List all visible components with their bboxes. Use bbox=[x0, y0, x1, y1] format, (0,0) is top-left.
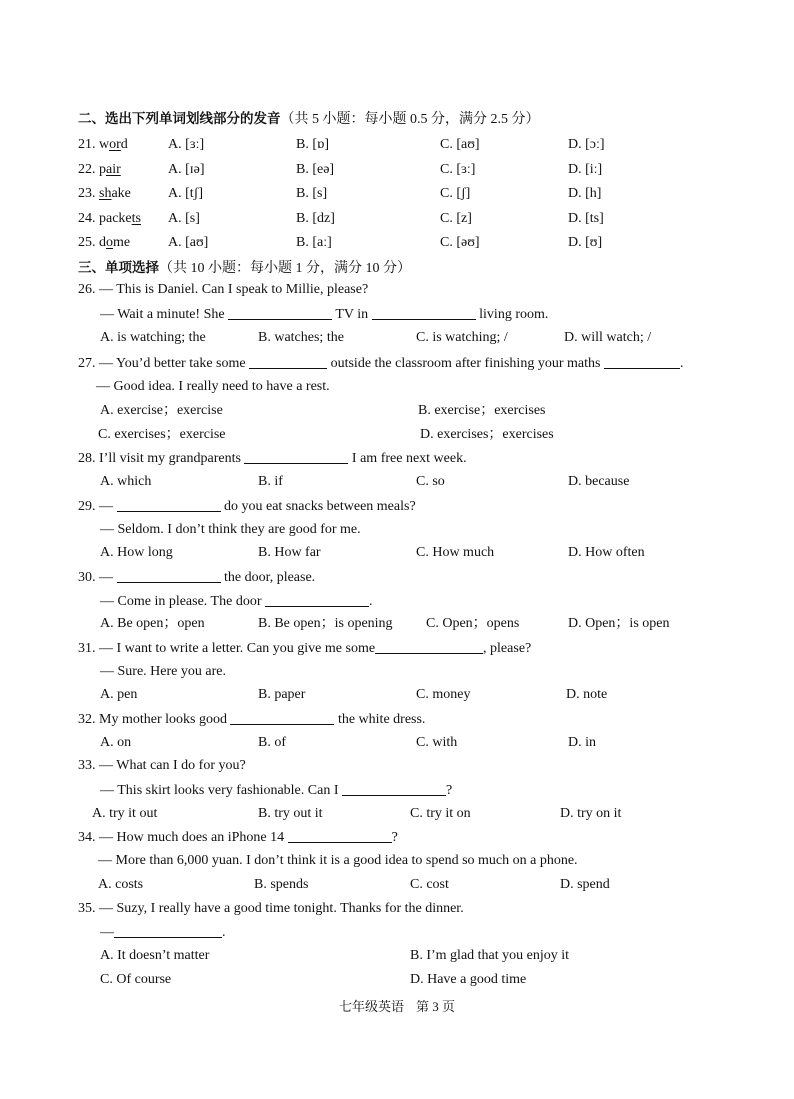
q26-line2 bbox=[100, 305, 548, 324]
q34-option-b[interactable]: B. spends bbox=[254, 877, 309, 892]
answer-blank[interactable] bbox=[228, 305, 332, 320]
answer-blank[interactable] bbox=[604, 354, 680, 369]
underlined-part: or bbox=[109, 137, 121, 152]
q33-line1: 33. — What can I do for you? bbox=[78, 758, 246, 773]
q29-option-d[interactable]: D. How often bbox=[568, 545, 645, 560]
section2-title: 二、选出下列单词划线部分的发音 bbox=[78, 111, 281, 127]
q22-option-b[interactable]: B. [eə] bbox=[296, 161, 335, 177]
q24-option-a[interactable]: A. [s] bbox=[168, 210, 200, 226]
answer-blank[interactable] bbox=[230, 710, 334, 725]
word-part: me bbox=[113, 235, 131, 250]
q33-option-c[interactable]: C. try it on bbox=[410, 806, 471, 821]
q26-option-d[interactable]: D. will watch; / bbox=[564, 330, 652, 345]
q32-text-a: 32. My mother looks good bbox=[78, 712, 227, 727]
q23-word bbox=[78, 185, 131, 203]
q35-option-b[interactable]: B. I’m glad that you enjoy it bbox=[410, 948, 570, 963]
answer-blank[interactable] bbox=[249, 354, 327, 369]
q27-text-c: . bbox=[679, 356, 684, 371]
underlined-part: air bbox=[106, 161, 121, 177]
q23-option-c[interactable]: C. [ʃ] bbox=[440, 186, 471, 201]
q27-text-b: outside the classroom after finishing your maths bbox=[330, 356, 601, 371]
q35-line1: 35. — Suzy, I really have a good time tonight. Thanks for the dinner. bbox=[78, 901, 464, 916]
q31-option-c[interactable]: C. money bbox=[416, 687, 471, 702]
q30-text-b: the door, please. bbox=[224, 570, 316, 585]
word-part: packe bbox=[99, 210, 132, 226]
word-part: d bbox=[120, 137, 128, 152]
question-number: 23. bbox=[78, 186, 96, 201]
q26-text-c: living room. bbox=[479, 307, 549, 322]
q27-text-a: 27. — You’d better take some bbox=[78, 356, 246, 371]
q23-option-d[interactable]: D. [h] bbox=[568, 186, 602, 201]
question-number: 22. bbox=[78, 161, 96, 177]
q28-line1 bbox=[78, 449, 467, 468]
q32-option-d[interactable]: D. in bbox=[568, 735, 596, 750]
q30-text-a: 30. — bbox=[78, 570, 113, 585]
q31-option-d[interactable]: D. note bbox=[566, 687, 608, 702]
q24-option-d[interactable]: D. [ts] bbox=[568, 210, 604, 226]
answer-blank[interactable] bbox=[114, 923, 222, 938]
q29-text-b: do you eat snacks between meals? bbox=[224, 499, 416, 514]
q33-option-d[interactable]: D. try on it bbox=[560, 806, 622, 821]
q29-line2: — Seldom. I don’t think they are good for me. bbox=[100, 522, 361, 537]
footer-page-number: 第 3 页 bbox=[416, 999, 456, 1014]
answer-blank[interactable] bbox=[117, 497, 221, 512]
q33-option-b[interactable]: B. try out it bbox=[258, 806, 323, 821]
q33-text-a: — This skirt looks very fashionable. Can I bbox=[100, 783, 339, 798]
q31-text-a: 31. — I want to write a letter. Can you give me some bbox=[78, 641, 376, 656]
question-number: 25. bbox=[78, 235, 96, 250]
q34-option-a[interactable]: A. costs bbox=[98, 877, 144, 892]
q35-text-b: . bbox=[222, 925, 226, 940]
q33-text-b: ? bbox=[446, 783, 453, 798]
underlined-part: sh bbox=[99, 186, 112, 201]
q24-word bbox=[78, 210, 141, 228]
q34-line2: — More than 6,000 yuan. I don’t think it is a good idea to spend so much on a phone. bbox=[98, 853, 578, 868]
q32-option-b[interactable]: B. of bbox=[258, 735, 286, 750]
q31-option-a[interactable]: A. pen bbox=[100, 687, 138, 702]
page-footer bbox=[0, 996, 794, 1015]
q25-word bbox=[78, 234, 130, 252]
q35-line2 bbox=[100, 923, 226, 942]
word-part: ake bbox=[111, 186, 131, 201]
q32-text-b: the white dress. bbox=[337, 712, 426, 727]
q35-text-a: — bbox=[100, 925, 114, 940]
q24-option-b[interactable]: B. [dz] bbox=[296, 210, 335, 226]
section3-title: 三、单项选择 bbox=[78, 260, 159, 276]
answer-blank[interactable] bbox=[244, 449, 348, 464]
q29-text-a: 29. — bbox=[78, 499, 113, 514]
q30-text-b2: . bbox=[369, 594, 373, 609]
q21-word bbox=[78, 136, 128, 154]
q26-option-b[interactable]: B. watches; the bbox=[258, 330, 344, 345]
answer-blank[interactable] bbox=[375, 639, 483, 654]
section2-heading bbox=[78, 110, 540, 129]
q34-option-c[interactable]: C. cost bbox=[410, 877, 449, 892]
q25-option-d[interactable]: D. [ʊ] bbox=[568, 235, 603, 250]
question-number: 24. bbox=[78, 210, 96, 226]
word-part: d bbox=[99, 235, 106, 250]
q35-option-d[interactable]: D. Have a good time bbox=[410, 972, 527, 987]
q30-option-b[interactable]: B. Be open；is opening bbox=[258, 616, 393, 631]
q31-line1 bbox=[78, 639, 531, 658]
question-number: 21. bbox=[78, 137, 96, 152]
q34-text-b: ? bbox=[391, 830, 398, 845]
q33-option-a[interactable]: A. try it out bbox=[92, 806, 158, 821]
q30-line2 bbox=[100, 592, 373, 611]
q35-option-c[interactable]: C. Of course bbox=[100, 972, 172, 987]
q26-option-c[interactable]: C. is watching; / bbox=[416, 330, 508, 345]
q34-text-a: 34. — How much does an iPhone 14 bbox=[78, 830, 285, 845]
q27-option-b[interactable]: B. exercise；exercises bbox=[418, 403, 546, 418]
q26-line1: 26. — This is Daniel. Can I speak to Millie, please? bbox=[78, 282, 369, 297]
section3-heading bbox=[78, 259, 411, 278]
q30-option-d[interactable]: D. Open；is open bbox=[568, 616, 670, 631]
footer-subject: 七年级英语 bbox=[338, 999, 404, 1014]
q22-option-a[interactable]: A. [ɪə] bbox=[168, 161, 205, 177]
q22-option-c[interactable]: C. [ɜː] bbox=[440, 161, 476, 177]
q25-option-b[interactable]: B. [aː] bbox=[296, 235, 332, 250]
q29-option-a[interactable]: A. How long bbox=[100, 545, 173, 560]
section2-note: （共 5 小题：每小题 0.5 分，满分 2.5 分） bbox=[280, 112, 540, 127]
answer-blank[interactable] bbox=[288, 828, 392, 843]
q21-option-b[interactable]: B. [ɒ] bbox=[296, 137, 329, 152]
answer-blank[interactable] bbox=[117, 568, 221, 583]
word-part: p bbox=[99, 161, 106, 177]
q27-line2: — Good idea. I really need to have a rest. bbox=[96, 379, 330, 394]
q23-option-b[interactable]: B. [s] bbox=[296, 186, 328, 201]
q27-option-a[interactable]: A. exercise；exercise bbox=[100, 403, 223, 418]
q21-option-c[interactable]: C. [aʊ] bbox=[440, 137, 480, 152]
q28-text-b: I am free next week. bbox=[351, 451, 467, 466]
q27-option-d[interactable]: D. exercises；exercises bbox=[420, 427, 554, 442]
q22-word bbox=[78, 161, 121, 179]
q29-option-b[interactable]: B. How far bbox=[258, 545, 321, 560]
q28-option-b[interactable]: B. if bbox=[258, 474, 283, 489]
answer-blank[interactable] bbox=[342, 781, 446, 796]
q27-option-c[interactable]: C. exercises；exercise bbox=[98, 427, 226, 442]
q25-option-a[interactable]: A. [aʊ] bbox=[168, 235, 209, 250]
q25-option-c[interactable]: C. [əʊ] bbox=[440, 235, 480, 250]
q32-option-c[interactable]: C. with bbox=[416, 735, 458, 750]
q32-line1 bbox=[78, 710, 425, 729]
q26-text-a: — Wait a minute! She bbox=[100, 307, 225, 322]
q30-line1 bbox=[78, 568, 315, 587]
q28-option-c[interactable]: C. so bbox=[416, 474, 445, 489]
section3-note: （共 10 小题：每小题 1 分，满分 10 分） bbox=[159, 261, 411, 276]
q28-text-a: 28. I’ll visit my grandparents bbox=[78, 451, 241, 466]
q24-option-c[interactable]: C. [z] bbox=[440, 210, 472, 226]
q28-option-a[interactable]: A. which bbox=[100, 474, 152, 489]
q21-option-a[interactable]: A. [ɜː] bbox=[168, 137, 205, 152]
q29-option-c[interactable]: C. How much bbox=[416, 545, 495, 560]
answer-blank[interactable] bbox=[372, 305, 476, 320]
underlined-part: ts bbox=[131, 210, 141, 226]
q29-line1 bbox=[78, 497, 416, 516]
q30-option-a[interactable]: A. Be open；open bbox=[100, 616, 205, 631]
q27-line1 bbox=[78, 354, 683, 373]
q35-option-a[interactable]: A. It doesn’t matter bbox=[100, 948, 210, 963]
word-part: w bbox=[99, 137, 110, 152]
q32-option-a[interactable]: A. on bbox=[100, 735, 132, 750]
q26-option-a[interactable]: A. is watching; the bbox=[100, 330, 206, 345]
q31-text-b: , please? bbox=[483, 641, 532, 656]
answer-blank[interactable] bbox=[265, 592, 369, 607]
q23-option-a[interactable]: A. [tʃ] bbox=[168, 186, 203, 201]
q26-text-b: TV in bbox=[335, 307, 369, 322]
q30-text-a2: — Come in please. The door bbox=[100, 594, 262, 609]
q28-option-d[interactable]: D. because bbox=[568, 474, 630, 489]
q33-line2 bbox=[100, 781, 452, 800]
q34-line1 bbox=[78, 828, 398, 847]
underlined-part: o bbox=[106, 235, 113, 250]
q31-line2: — Sure. Here you are. bbox=[100, 664, 226, 679]
q22-option-d[interactable]: D. [iː] bbox=[568, 161, 603, 177]
q31-option-b[interactable]: B. paper bbox=[258, 687, 306, 702]
q21-option-d[interactable]: D. [ɔː] bbox=[568, 137, 605, 152]
q30-option-c[interactable]: C. Open；opens bbox=[426, 616, 520, 631]
q34-option-d[interactable]: D. spend bbox=[560, 877, 610, 892]
